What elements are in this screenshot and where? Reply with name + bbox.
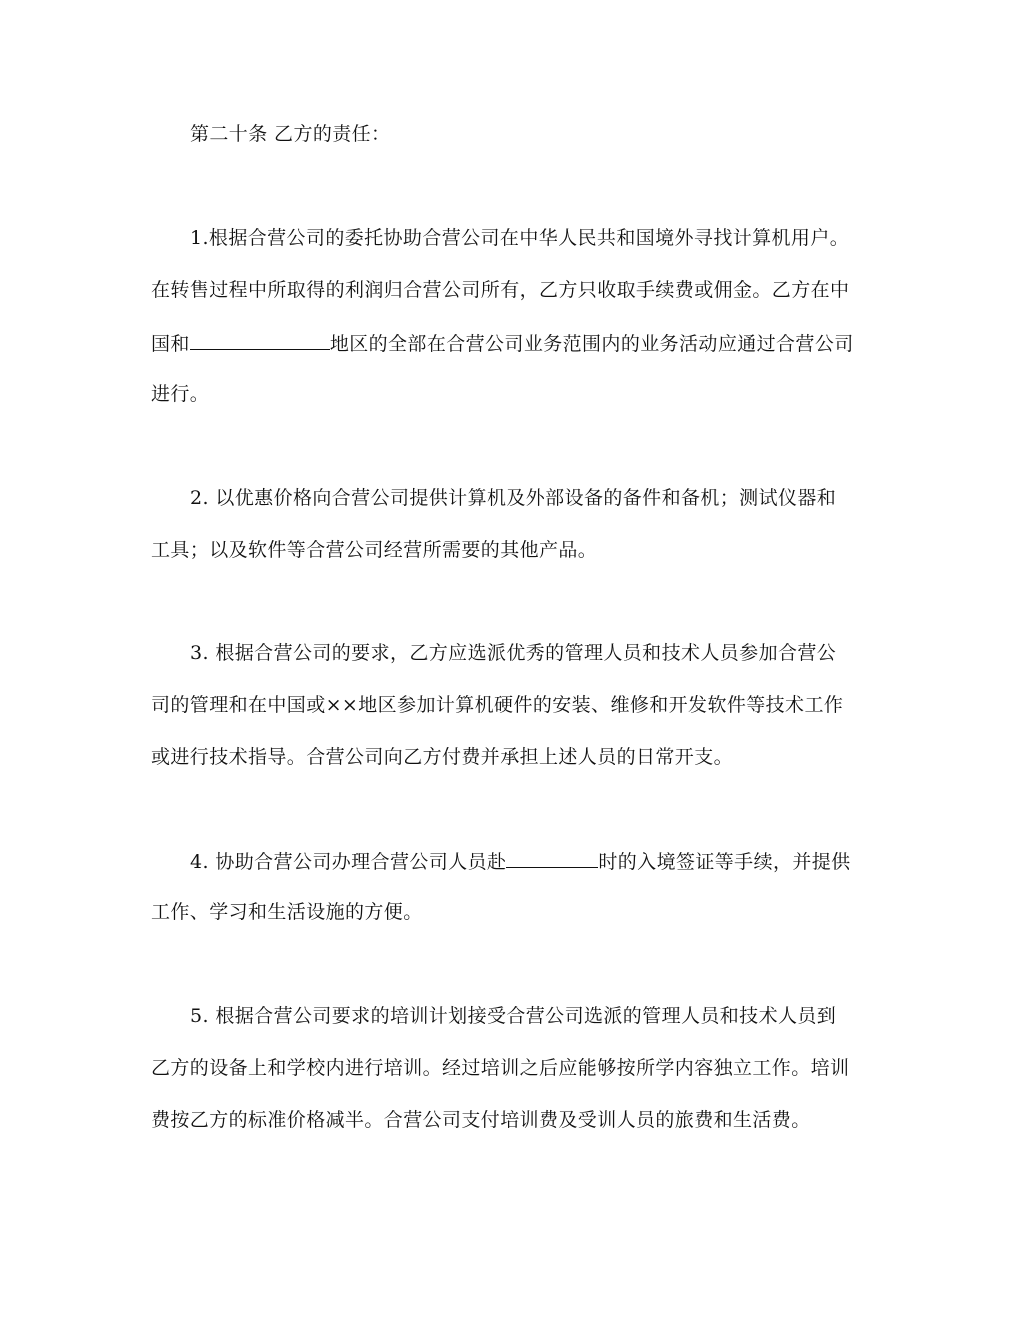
clause-2-line-1: 2. 以优惠价格向合营公司提供计算机及外部设备的备件和备机；测试仪器和 [190,487,837,509]
clause-1-line-3 [151,329,854,357]
clause-1-line-1: 1.根据合营公司的委托协助合营公司在中华人民共和国境外寻找计算机用户。 [190,227,850,249]
clause-1-line-3-after: 地区的全部在合营公司业务范围内的业务活动应通过合营公司 [329,333,854,355]
clause-4-line-2: 工作、学习和生活设施的方便。 [151,901,423,923]
fill-in-blank-destination[interactable] [506,847,598,868]
clause-1-line-3-before: 国和 [151,333,190,355]
clause-2-line-2: 工具；以及软件等合营公司经营所需要的其他产品。 [151,539,598,561]
clause-4-line-1 [190,847,851,875]
clause-5-line-2: 乙方的设备上和学校内进行培训。经过培训之后应能够按所学内容独立工作。培训 [151,1057,850,1079]
fill-in-blank-region[interactable] [190,329,330,350]
clause-5-line-1: 5. 根据合营公司要求的培训计划接受合营公司选派的管理人员和技术人员到 [190,1005,837,1027]
article-heading: 第二十条 乙方的责任： [190,123,391,145]
clause-3-line-1: 3. 根据合营公司的要求，乙方应选派优秀的管理人员和技术人员参加合营公 [190,642,837,664]
clause-5-line-3: 费按乙方的标准价格减半。合营公司支付培训费及受训人员的旅费和生活费。 [151,1109,811,1131]
clause-4-line-1-after: 时的入境签证等手续，并提供 [598,851,851,873]
clause-1-line-2: 在转售过程中所取得的利润归合营公司所有，乙方只收取手续费或佣金。乙方在中 [151,279,850,301]
clause-4-line-1-before: 4. 协助合营公司办理合营公司人员赴 [190,851,507,873]
clause-3-line-2: 司的管理和在中国或××地区参加计算机硬件的安装、维修和开发软件等技术工作 [151,694,844,716]
clause-3-line-3: 或进行技术指导。合营公司向乙方付费并承担上述人员的日常开支。 [151,746,734,768]
clause-1-line-4: 进行。 [151,383,210,405]
